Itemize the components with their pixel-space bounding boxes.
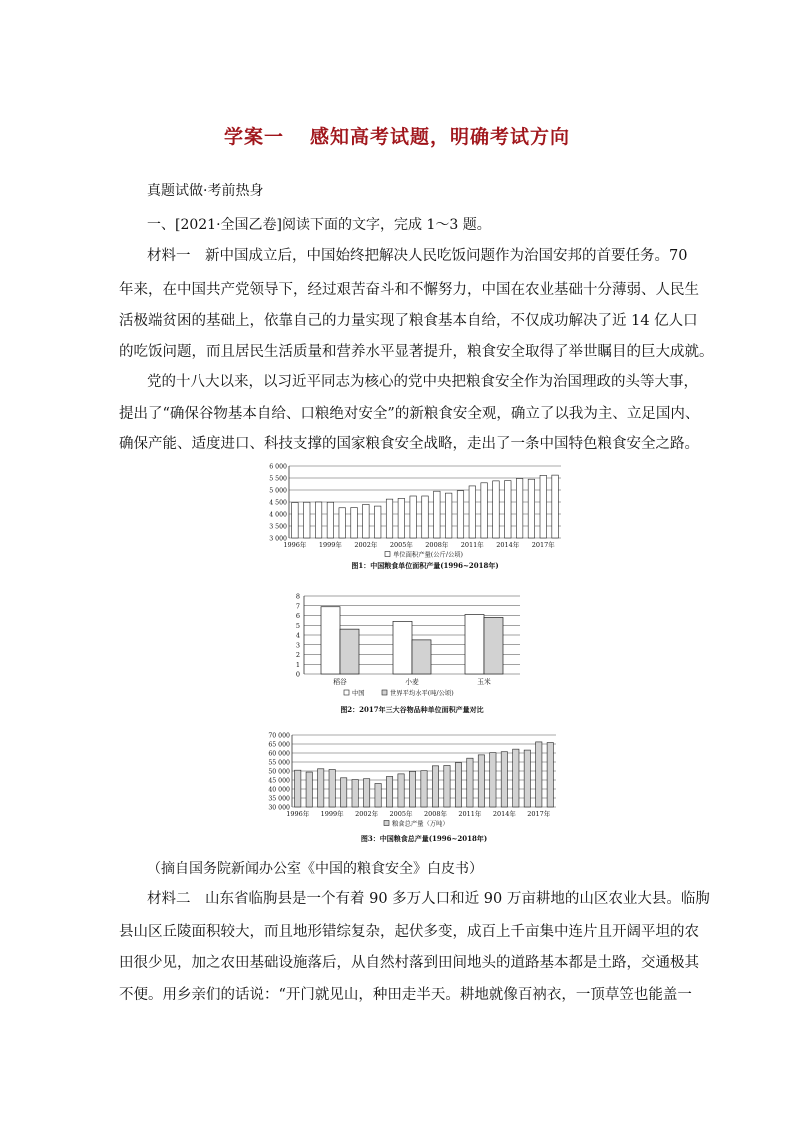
y-tick-label: 3 500 (269, 523, 287, 531)
bar (306, 772, 312, 807)
y-tick-label: 7 (295, 602, 300, 611)
x-tick-label: 2011年 (460, 541, 484, 549)
bar (490, 753, 496, 807)
bar (327, 502, 334, 538)
bar (422, 496, 429, 538)
y-tick-label: 4 500 (269, 499, 287, 507)
bar (363, 504, 370, 538)
bar (432, 766, 438, 807)
y-tick-label: 0 (295, 670, 300, 679)
bar (295, 770, 301, 807)
para2-line: 提出了“确保谷物基本自给、口粮绝对安全”的新粮食安全观，确立了以我为主、立足国内、 (119, 406, 700, 422)
bar (374, 506, 381, 538)
y-tick-label: 5 000 (269, 487, 287, 495)
x-tick-label: 2014年 (492, 810, 516, 818)
x-tick-label: 2008年 (425, 541, 449, 549)
bar (552, 475, 559, 538)
figure-2-chart (280, 588, 540, 718)
x-tick-label: 2005年 (389, 810, 413, 818)
y-tick-label: 3 000 (269, 535, 287, 543)
x-tick-label: 2002年 (354, 541, 378, 549)
y-tick-label: 50 000 (268, 768, 290, 776)
bar (455, 763, 461, 807)
y-tick-label: 5 500 (269, 475, 287, 483)
bar (540, 475, 547, 538)
legend-swatch (384, 821, 389, 826)
y-tick-label: 30 000 (268, 804, 290, 812)
bar (352, 780, 358, 807)
y-tick-label: 70 000 (268, 732, 290, 740)
y-tick-label: 60 000 (268, 750, 290, 758)
y-tick-label: 6 (295, 612, 300, 620)
figure-3-chart (252, 732, 562, 847)
legend-swatch (382, 690, 387, 695)
bar (321, 607, 340, 674)
y-tick-label: 2 (295, 651, 300, 659)
y-tick-label: 6 000 (269, 463, 287, 471)
x-tick-label: 小麦 (405, 678, 419, 686)
x-tick-label: 2005年 (389, 541, 413, 549)
bar (363, 779, 369, 807)
y-tick-label: 5 (295, 621, 300, 630)
bar (444, 765, 450, 807)
y-tick-label: 35 000 (268, 795, 290, 803)
bar (505, 481, 512, 538)
x-tick-label: 2017年 (531, 541, 555, 549)
figure-caption: 图3：中国粮食总产量(1996~2018年) (360, 834, 488, 843)
bar (386, 499, 393, 538)
y-tick-label: 1 (295, 660, 300, 669)
x-tick-label: 2011年 (458, 810, 482, 818)
bar (536, 742, 542, 807)
x-tick-label: 1999年 (320, 810, 344, 818)
bar (340, 629, 359, 674)
bar (484, 617, 503, 674)
bar (339, 508, 346, 538)
para3-line: 田很少见，加之农田基础设施落后，从自然村落到田间地头的道路基本都是土路，交通极其 (119, 955, 699, 971)
bar (398, 498, 405, 538)
y-tick-label: 65 000 (268, 741, 290, 749)
legend-label: 粮食总产量（万吨） (392, 820, 449, 828)
bar (493, 481, 500, 538)
x-tick-label: 1999年 (318, 541, 342, 549)
figure-1-chart (255, 462, 565, 574)
y-tick-label: 4 (295, 631, 300, 640)
figure-caption: 图2：2017年三大谷物品种单位面积产量对比 (340, 705, 484, 714)
bar (547, 743, 553, 807)
para1-line: 的吃饭问题，而且居民生活质量和营养水平显著提升，粮食安全取得了举世瞩目的巨大成就。 (119, 344, 714, 360)
bar (421, 771, 427, 807)
bar (478, 755, 484, 807)
bar (315, 502, 322, 538)
legend-label: 单位面积产量(公斤/公顷) (393, 551, 464, 559)
bar (340, 778, 346, 807)
bar (375, 783, 381, 807)
bar (528, 479, 535, 538)
title-part2: 感知高考试题，明确考试方向 (310, 126, 571, 148)
bar (412, 640, 431, 674)
para2-line: 确保产能、适度进口、科技支撑的国家粮食安全战略，走出了一条中国特色粮食安全之路。 (119, 436, 699, 452)
para3-line: 不便。用乡亲们的话说：“开门就见山，种田走半天。耕地就像百衲衣，一顶草笠也能盖一 (119, 987, 692, 1003)
bar (457, 491, 464, 538)
bar (351, 508, 358, 538)
bar (398, 774, 404, 807)
figure-caption: 图1：中国粮食单位面积产量(1996~2018年) (351, 561, 499, 570)
y-tick-label: 55 000 (268, 759, 290, 767)
bar (393, 621, 412, 674)
bar (292, 502, 299, 538)
para1-line: 材料一 新中国成立后，中国始终把解决人民吃饭问题作为治国安邦的首要任务。70 (147, 248, 688, 264)
bar (445, 493, 452, 538)
y-tick-label: 4 000 (269, 511, 287, 519)
x-tick-label: 2014年 (496, 541, 520, 549)
bar (434, 491, 441, 538)
x-tick-label: 1996年 (283, 541, 307, 549)
legend-swatch (344, 690, 349, 695)
x-tick-label: 2002年 (355, 810, 379, 818)
y-tick-label: 45 000 (268, 777, 290, 785)
bar (386, 776, 392, 807)
bar (524, 750, 530, 807)
bar (329, 769, 335, 807)
bar (303, 502, 310, 538)
para1-line: 活极端贫困的基础上，依靠自己的力量实现了粮食基本自给，不仅成功解决了近 14 亿人口 (119, 313, 698, 329)
section-heading: 真题试做·考前热身 (147, 183, 264, 199)
x-tick-label: 2008年 (423, 810, 448, 818)
bar (467, 758, 473, 807)
bar (513, 749, 519, 807)
legend-swatch (385, 552, 390, 557)
y-tick-label: 8 (295, 592, 300, 601)
x-tick-label: 玉米 (477, 678, 491, 686)
para3-line: 县山区丘陵面积较大，而且地形错综复杂，起伏多变，成百上千亩集中连片且开阔平坦的农 (119, 924, 699, 940)
bar (318, 769, 324, 807)
bar (501, 752, 507, 807)
bar (410, 496, 417, 538)
para1-line: 年来，在中国共产党领导下，经过艰苦奋斗和不懈努力，中国在农业基础十分薄弱、人民生 (119, 282, 699, 298)
title-part1: 学案一 (223, 126, 284, 148)
x-tick-label: 稻谷 (333, 678, 347, 686)
bar (481, 483, 488, 538)
page-title (0, 122, 794, 149)
x-tick-label: 1996年 (286, 810, 310, 818)
x-tick-label: 2017年 (527, 810, 551, 818)
source-citation: （摘自国务院新闻办公室《中国的粮食安全》白皮书） (147, 861, 483, 877)
legend-label: 中国 (352, 690, 365, 697)
legend-label: 世界平均水平(吨/公顷) (390, 690, 454, 697)
bar (469, 486, 476, 538)
para2-line: 党的十八大以来，以习近平同志为核心的党中央把粮食安全作为治国理政的头等大事， (147, 374, 698, 390)
question-heading: 一、[2021·全国乙卷]阅读下面的文字，完成 1～3 题。 (147, 217, 491, 233)
bar (465, 615, 484, 674)
para3-line: 材料二 山东省临朐县是一个有着 90 多万人口和近 90 万亩耕地的山区农业大县。临朐 (147, 891, 710, 907)
bar (409, 771, 415, 807)
y-tick-label: 3 (295, 641, 300, 650)
y-tick-label: 40 000 (268, 786, 290, 794)
bar (516, 478, 523, 538)
